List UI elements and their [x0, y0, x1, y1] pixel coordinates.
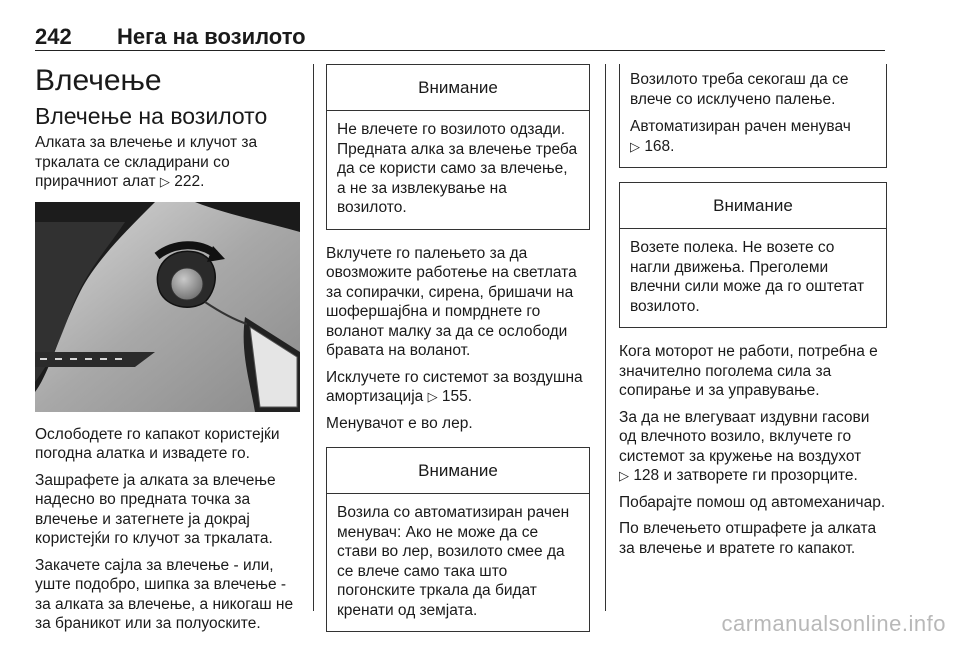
air-suspension-page-ref[interactable]: 155.: [441, 388, 473, 405]
reference-arrow-icon: ▷: [427, 389, 438, 404]
paragraph-engine-off: Кога моторот не работи, потребна е значително поголема сила за сопирање и за управување.: [619, 343, 878, 399]
paragraph-neutral: Менувачот е во лер.: [326, 414, 473, 432]
paragraph-screw-towing-eye: Зашрафете ја алката за влечење надесно во предната точка за влечење и затегнете ја докрај користејќи го клучот за тркалата.: [35, 471, 276, 547]
column-divider-right: [605, 64, 606, 611]
column-2: [326, 64, 590, 646]
section-title: Влечење: [35, 64, 162, 97]
warning-text: Возила со автоматизиран рачен менувач: Ако не може да се стави во лер, возилото смее да се влече само така што погонските тркала да бидат кренати од земјата.: [337, 504, 570, 619]
reference-arrow-icon: ▷: [630, 138, 640, 154]
reference-arrow-icon: ▷: [159, 174, 170, 189]
reference-arrow-icon: ▷: [619, 468, 629, 483]
intro-paragraph: [35, 133, 300, 192]
column-3: [619, 64, 887, 565]
warning-title: Внимание: [327, 65, 589, 111]
page-number: 242: [35, 24, 72, 49]
air-suspension-text: Исклучете го системот за воздушна амортизација: [326, 368, 583, 405]
paragraph-exhaust-gases: [619, 408, 887, 486]
exhaust-gases-text: За да не влегуваат издувни гасови од влечното возило, вклучете го системот за кружење на воздухот: [619, 408, 870, 465]
column-1: [35, 64, 300, 641]
intro-text: Алката за влечење и клучот за тркалата се складирани со прирачниот алат: [35, 134, 258, 190]
paragraph-air-suspension: [326, 368, 590, 407]
intro-page-ref[interactable]: 222.: [174, 173, 205, 190]
column-divider-left: [313, 64, 314, 611]
warning-title: Внимание: [620, 183, 886, 229]
automated-gearbox-page-ref[interactable]: 168.: [644, 137, 675, 155]
paragraph-seek-help: Побарајте помош од автомеханичар.: [619, 493, 886, 511]
automated-gearbox-text: Автоматизиран рачен менувач: [630, 118, 851, 135]
warning-box-1: [326, 64, 590, 230]
paragraph-release-cover: Ослободете го капакот користејќи погодна алатка и извадете го.: [35, 425, 280, 462]
running-title: Нега на возилото: [117, 24, 306, 49]
automated-gearbox-ref-paragraph: [630, 117, 876, 156]
warning-box-continued: [619, 64, 887, 168]
watermark[interactable]: carmanualsonline.info: [721, 611, 946, 636]
warning-title: Внимание: [327, 448, 589, 494]
paragraph-attach-tow-rope: Закачете сајла за влечење - или, уште подобро, шипка за влечење - за алката за влечење, а никогаш не за браникот или за полуоските.: [35, 556, 294, 632]
subsection-title: Влечење на возилото: [35, 103, 268, 129]
warning-box-3: [619, 182, 887, 328]
paragraph-ignition-on: Вклучете го палењето за да овозможите работење на светлата за сопирачки, сирена, бришачи на шофершајбна и помрднете го воланот малку за да се ослободи бравата на воланот.: [326, 244, 577, 359]
warning-box-2: [326, 447, 590, 632]
paragraph-after-towing: По влечењето отшрафете ја алката за влечење и вратете го капакот.: [619, 520, 877, 557]
warning-text: Не влечете го возилото одзади. Предната алка за влечење треба да се користи само за влечење, а не за извлекување на возилото.: [337, 121, 578, 216]
page-header: [35, 24, 885, 51]
towing-eye-cover-illustration: [35, 202, 300, 412]
exhaust-gases-page-ref[interactable]: 128 и затворете ги прозорците.: [633, 467, 858, 484]
warning-text: Возете полека. Не возете со нагли движења. Преголеми влечни сили може да го оштетат возилото.: [630, 239, 865, 315]
tow-ignition-off-text: Возилото треба секогаш да се влече со исклучено палење.: [630, 71, 849, 108]
